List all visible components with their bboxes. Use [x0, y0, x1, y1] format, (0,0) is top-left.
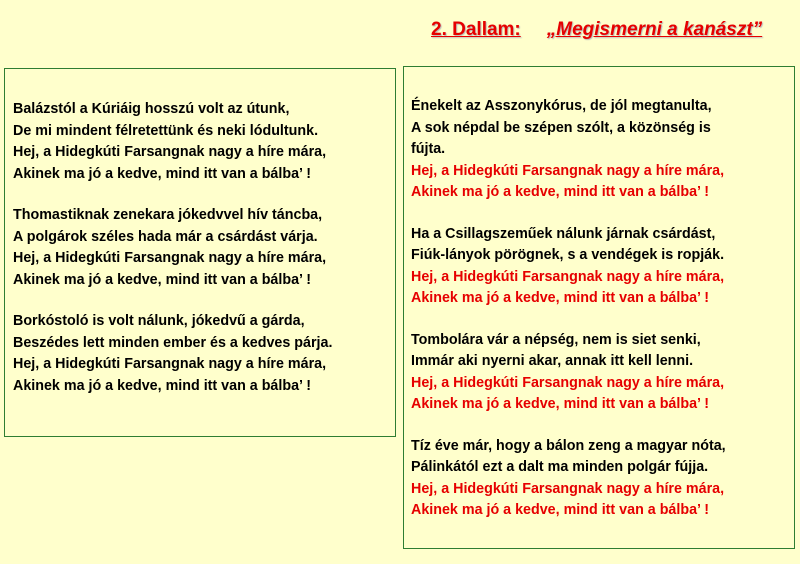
- melody-name: „Megismerni a kanászt”: [546, 19, 763, 40]
- lyric-line: De mi mindent félretettünk és neki lódultunk.: [13, 122, 319, 139]
- lyric-line: Énekelt az Asszonykórus, de jól megtanulta,: [411, 98, 712, 114]
- lyric-line: Pálinkától ezt a dalt ma minden polgár fújja.: [411, 459, 709, 475]
- lyric-line: Tombolára vár a népség, nem is siet senki,: [411, 331, 701, 348]
- slide-title: [431, 19, 762, 41]
- lyric-line: Fiúk-lányok pörögnek, s a vendégek is ropják.: [411, 247, 725, 263]
- stanza: [13, 311, 395, 397]
- stanza: [13, 205, 395, 291]
- left-lyrics-box: [4, 68, 396, 437]
- refrain-line: Akinek ma jó a kedve, mind itt van a bálba’ !: [411, 396, 709, 412]
- refrain-line: Hej, a Hidegkúti Farsangnak nagy a híre mára,: [13, 250, 327, 266]
- lyric-line: A sok népdal be szépen szólt, a közönség is: [411, 119, 711, 136]
- lyric-line: Thomastiknak zenekara jókedvvel hív táncba,: [13, 207, 323, 223]
- refrain-line: Akinek ma jó a kedve, mind itt van a bálba’ !: [13, 271, 311, 288]
- stanza: [411, 96, 794, 204]
- stanza: [411, 224, 794, 310]
- refrain-line: Akinek ma jó a kedve, mind itt van a bálba’ !: [13, 165, 311, 182]
- refrain-line: Hej, a Hidegkúti Farsangnak nagy a híre mára,: [411, 374, 725, 391]
- refrain-line: Hej, a Hidegkúti Farsangnak nagy a híre mára,: [13, 144, 327, 160]
- lyric-line: Borkóstoló is volt nálunk, jókedvű a gárda,: [13, 313, 305, 329]
- refrain-line: Akinek ma jó a kedve, mind itt van a bálba’ !: [411, 290, 709, 306]
- lyric-line: Immár aki nyerni akar, annak itt kell lenni.: [411, 353, 694, 369]
- refrain-line: Hej, a Hidegkúti Farsangnak nagy a híre mára,: [411, 480, 725, 497]
- lyric-line: fújta.: [411, 141, 446, 157]
- refrain-line: Akinek ma jó a kedve, mind itt van a bálba’ !: [411, 184, 709, 200]
- refrain-line: Hej, a Hidegkúti Farsangnak nagy a híre mára,: [411, 162, 725, 179]
- refrain-line: Akinek ma jó a kedve, mind itt van a bálba’ !: [411, 502, 709, 518]
- lyric-line: Beszédes lett minden ember és a kedves párja.: [13, 334, 333, 351]
- refrain-line: Akinek ma jó a kedve, mind itt van a bálba’ !: [13, 377, 311, 394]
- lyric-line: Ha a Csillagszeműek nálunk járnak csárdást,: [411, 225, 716, 242]
- stanza: [411, 436, 794, 522]
- refrain-line: Hej, a Hidegkúti Farsangnak nagy a híre mára,: [411, 268, 725, 285]
- lyric-line: A polgárok széles hada már a csárdást várja.: [13, 228, 318, 245]
- melody-number: 2. Dallam:: [431, 19, 521, 40]
- refrain-line: Hej, a Hidegkúti Farsangnak nagy a híre mára,: [13, 356, 327, 372]
- stanza: [13, 99, 395, 185]
- right-lyrics-box: [403, 66, 795, 549]
- lyric-line: Tíz éve már, hogy a bálon zeng a magyar nóta,: [411, 437, 726, 454]
- lyric-line: Balázstól a Kúriáig hosszú volt az útunk,: [13, 101, 290, 117]
- stanza: [411, 330, 794, 416]
